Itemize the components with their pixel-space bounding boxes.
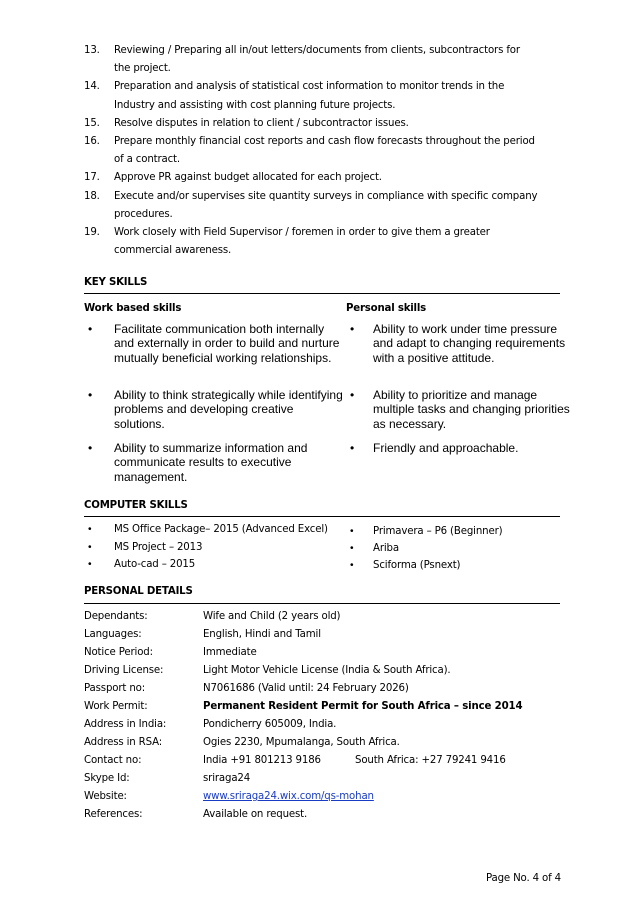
list-item: 14. Preparation and analysis of statistical cost information to monitor trends in the Industry and assisting with cost planning future projects. (84, 81, 505, 111)
list-item: 17. Approve PR against budget allocated for each project. (84, 172, 382, 184)
list-item: 15. Resolve disputes in relation to client / subcontractor issues. (84, 117, 409, 129)
computer-skills-title: COMPUTER SKILLS (84, 500, 188, 511)
detail-row-driving-license: Driving License: Light Motor Vehicle License (India & South Africa). (84, 665, 451, 676)
section-divider (84, 516, 560, 517)
detail-row-contact: Contact no: India +91 801213 9186 South Africa: +27 79241 9416 (84, 755, 506, 766)
work-skills-heading: Work based skills (84, 303, 182, 314)
personal-skills-heading: Personal skills (346, 303, 427, 314)
duties-list (84, 42, 564, 260)
detail-row-skype: Skype Id: sriraga24 (84, 773, 251, 784)
section-divider (84, 293, 560, 294)
detail-row-languages: Languages: English, Hindi and Tamil (84, 629, 321, 640)
list-item: 18. Execute and/or supervises site quantity surveys in compliance with specific company procedures. (84, 190, 538, 220)
website-link[interactable]: www.sriraga24.wix.com/qs-mohan (203, 791, 374, 802)
page-number: Page No. 4 of 4 (485, 873, 561, 884)
personal-details-title: PERSONAL DETAILS (84, 586, 193, 597)
list-item: 19. Work closely with Field Supervisor / foremen in order to give them a greater commercial awareness. (84, 227, 490, 257)
detail-row-dependants: Dependants: Wife and Child (2 years old) (84, 611, 341, 622)
detail-row-references: References: Available on request. (84, 809, 308, 820)
detail-row-address-rsa: Address in RSA: Ogies 2230, Mpumalanga, South Africa. (84, 737, 400, 748)
key-skills-title: KEY SKILLS (84, 277, 148, 288)
list-item: 16. Prepare monthly financial cost reports and cash flow forecasts throughout the period of a contract. (84, 136, 535, 166)
detail-row-website: Website: www.sriraga24.wix.com/qs-mohan (84, 788, 564, 806)
list-item: 13. Reviewing / Preparing all in/out letters/documents from clients, subcontractors for the project. (84, 45, 520, 75)
detail-row-passport: Passport no: N7061686 (Valid until: 24 February 2026) (84, 683, 409, 694)
section-divider (84, 603, 560, 604)
detail-row-address-india: Address in India: Pondicherry 605009, India. (84, 719, 337, 730)
detail-row-work-permit: Work Permit: Permanent Resident Permit for South Africa – since 2014 (84, 701, 523, 712)
document-page: 13. Reviewing / Preparing all in/out letters/documents from clients, subcontractors for the project. 14. Preparation and analysis of statistical cost information to monitor trends in the Industry and assisting with cost planning future projects. 15. Resolve disputes in relation to client / subcontractor issues. 16. Prepare monthly financial cost reports and cash flow forecasts throughout the period of a contract. 17. Approve PR against budget allocated for each project. 18. Execute and/or supervises site quantity surveys in compliance with specific company procedures. 19. Work closely with Field Supervisor / foremen in order to give them a greater commercial awareness. KEY SKILLS Work based skills Personal skills • Facilitate communication both internally and externally in order to build and nurture mutually beneficial working relationships. • Ability to think strategically while identifying problems and developing creative solutions. • Ability to summarize information and communicate results to executive management. • Ability to work under time pressure and adapt to changing requirements with a positive attitude. • Ability to prioritize and manage multiple tasks and changing priorities as necessary. • Friendly and approachable. COMPUTER SKILLS • MS Office Package– 2015 (Advanced Excel) • MS Project – 2013 • Auto-cad – 2015 • Primavera – P6 (Beginner) • Ariba • Sciforma (Psnext) PERSONAL DETAILS Dependants: Wife and Child (2 years old) Languages: English, Hindi and Tamil Notice Period: Immediate Driving License: Light Motor Vehicle License (India & South Africa). Passport no: N7061686 (Valid until: 24 February 2026) Work Permit: Permanent Resident Permit for South Africa – since 2014 Address in India: Pondicherry 605009, India. Address in RSA: Ogies 2230, Mpumalanga, South Africa. Contact no: India +91 801213 9186 South Africa: +27 79241 9416 Skype Id: sriraga24 Website: www.sriraga24.wix.com/qs-mohan References: Available on request. Page No. 4 of 4 (0, 0, 638, 903)
detail-row-notice-period: Notice Period: Immediate (84, 647, 257, 658)
